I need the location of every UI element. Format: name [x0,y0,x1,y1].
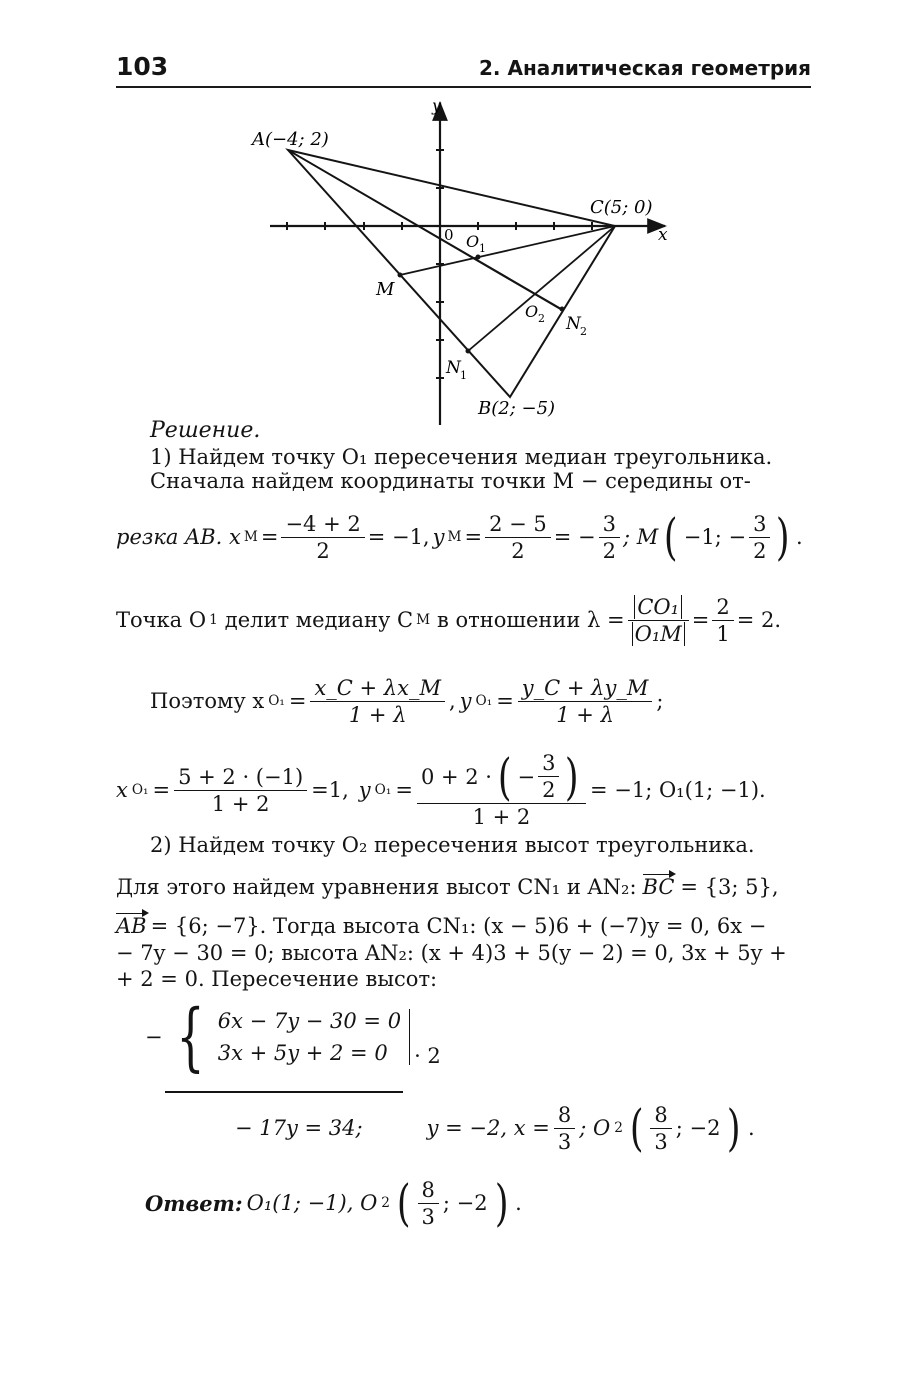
fraction-calc-inner [538,751,559,802]
vector-BC: BC [642,875,675,899]
y-formula-num: y_C + λy_M [518,676,653,702]
fraction-8-3-b [650,1103,671,1154]
system-equations [218,1009,410,1065]
y-axis-label: y [432,96,442,115]
altitude-AN2 [288,150,563,310]
fraction-ratio [628,595,689,646]
point-M-coord: −1; − [683,525,747,549]
paren-open-calc: ( [497,747,512,806]
system-eq1: 6x − 7y − 30 = 0 [217,1009,402,1033]
point-M [398,273,403,278]
fraction-3-2-b [749,512,770,563]
y-formula-den: 1 + λ [556,702,614,727]
system-minus: − [145,1025,163,1049]
triangle-figure [240,95,680,430]
sub-M: M [243,529,258,545]
ratio-sub-1: 1 [209,612,218,628]
label-M: M [376,279,395,300]
formula-sub-o1-y: O₁ [475,693,493,709]
label-N2-sub: 2 [580,325,587,338]
calc-sub-y: O₁ [374,782,392,798]
answer-frac-num: 8 [418,1178,439,1204]
label-N1-sub: 1 [460,369,467,382]
ratio-middle: делит медиану C [224,608,414,632]
paren-open: ( [664,508,678,566]
elim-frac-den: 3 [557,1129,572,1154]
answer-sub: 2 [381,1195,390,1211]
fraction-x-formula [310,676,445,727]
answer-label: Ответ: [145,1190,243,1216]
sub-M-y: M [447,529,462,545]
midpoint-prefix: резка AB. x [116,525,241,549]
answer-paren-open: ( [396,1174,411,1232]
ym-mid: = − [553,525,596,549]
fraction-calc-y: 0 + 2 · ( − $\frac{3}{2}$ ) 1 + 2 [417,751,586,829]
fraction-2-1 [712,595,733,646]
answer-fraction [418,1178,439,1229]
answer-o1: O₁(1; −1), O [246,1191,378,1215]
elim-after: ; −2 [675,1116,721,1140]
step1-line1: 1) Найдем точку O₁ пересечения медиан треугольника. [150,445,773,469]
fraction-ym [485,512,551,563]
label-O1-sub: 1 [479,242,486,255]
equation-system [145,994,441,1080]
paren-close: ) [776,508,791,566]
elim-frac-den-b: 3 [654,1129,668,1154]
inner-num: 3 [538,751,559,777]
point-N2 [560,307,565,312]
formula-line [150,666,663,736]
calc-line [116,740,766,840]
paren-close-calc: ) [565,747,580,806]
x-formula-num: x_C + λx_M [310,676,445,702]
altitude-CN1 [468,226,615,351]
x-formula-den: 1 + λ [348,702,407,727]
ym-numerator: 2 − 5 [485,512,551,538]
elim-paren-open: ( [629,1099,644,1157]
xm-denominator: 2 [316,538,330,563]
ratio-prefix: Точка O [116,608,207,632]
elimination-line [235,1095,755,1161]
point-M-label: ; M [622,525,659,549]
eq-sign-y: = [464,525,483,549]
label-O1: O [466,232,480,251]
ratio-line [116,585,781,655]
label-C: C(5; 0) [590,197,653,218]
midpoint-line: резка AB. x M = $\frac{-4 + 2}{2}$ = −1, y M = $\frac{2 - 5}{2}$ = − $\frac{3}{2}$ ; M ( −1; − $\frac{3}{2}$ ) . [116,508,803,566]
calc-sub-x: O₁ [131,782,149,798]
ratio-sub-M: M [416,612,431,628]
formula-eq-y: = [496,689,514,713]
elim-paren-close: ) [727,1099,742,1157]
step2-line3-row [116,914,766,938]
vector-AB-value: = {6; −7}. Тогда высота CN₁: (x − 5)6 + (−7)y = 0, 6x − [150,914,767,938]
step2-line5: + 2 = 0. Пересечение высот: [116,967,438,991]
vector-AB: AB [116,914,147,938]
formula-sub-o1: O₁ [268,693,285,709]
elim-sub: 2 [614,1120,623,1136]
fraction-8-3 [554,1103,575,1154]
elimination-right: y = −2, x = [426,1116,550,1140]
vector-BC-value: = {3; 5}, [680,875,779,899]
step2-line2: Для этого найдем уравнения высот CN₁ и AN₂: [116,875,637,899]
point-O1 [476,255,481,260]
elim-frac-num: 8 [554,1103,575,1129]
answer-line [145,1170,522,1236]
calc-y-result: = −1; O₁(1; −1). [589,778,766,802]
page-number: 103 [116,52,169,81]
elim-end: . [748,1116,755,1140]
calc-x-num: 5 + 2 · (−1) [174,765,307,791]
ym-denominator: 2 [511,538,525,563]
calc-x-result: =1, [311,778,349,802]
fraction-xm [281,512,364,563]
answer-after: ; −2 [442,1191,488,1215]
step2-line4: − 7y − 30 = 0; высота AN₂: (x + 4)3 + 5(y − 2) = 0, 3x + 5y + [116,941,787,965]
label-N1: N [446,358,461,378]
label-A: A(−4; 2) [252,129,329,150]
calc-y: y [358,778,371,802]
point-N1 [466,349,471,354]
elimination-rule [165,1091,403,1093]
page-header [116,50,811,88]
step1-line2: Сначала найдем координаты точки M − середины от- [150,469,751,493]
frac-num: 3 [599,512,620,538]
calc-y-num-prefix: 0 + 2 · [420,764,492,789]
elim-point: ; O [579,1116,611,1140]
label-O2-sub: 2 [538,312,545,325]
system-eq2: 3x + 5y + 2 = 0 [217,1041,388,1065]
fraction-3-2 [599,512,620,563]
label-N2: N [566,314,581,334]
label-B: B(2; −5) [478,398,556,419]
ym-var: y [432,525,445,549]
frac-2: 2 [712,595,733,621]
ratio-numerator: CO₁ [634,595,682,619]
fraction-calc-x [174,765,307,816]
ratio-middle2: в отношении λ = [437,608,625,632]
formula-comma: , [448,689,456,713]
step2-line2-row [116,875,779,899]
xm-numerator: −4 + 2 [281,512,364,538]
calc-y-den: 1 + 2 [472,805,531,829]
frac-num-b: 3 [749,512,770,538]
origin-label: 0 [444,226,454,244]
elimination-left: − 17y = 34; [235,1116,363,1140]
label-O2: O [525,302,539,321]
ratio-denominator: O₁M [632,622,685,646]
elim-frac-num-b: 8 [650,1103,671,1129]
frac-den: 2 [602,538,616,563]
calc-eq-y: = [395,778,413,802]
formula-semicolon: ; [656,689,664,713]
calc-eq-x: = [152,778,171,802]
step2-line1: 2) Найдем точку O₂ пересечения высот треугольника. [150,833,755,857]
answer-end: . [515,1191,522,1215]
answer-frac-den: 3 [421,1204,435,1229]
ratio-eq: = [691,608,710,632]
answer-paren-close: ) [494,1174,509,1232]
calc-x: x [116,778,128,802]
system-multiplier: · 2 [414,1044,441,1068]
formula-eq: = [288,689,307,713]
frac-1: 1 [716,621,730,646]
eq-sign: = [260,525,279,549]
inner-den: 2 [542,778,556,802]
frac-den-b: 2 [753,538,767,563]
system-brace: { [176,994,205,1080]
x-axis-label: x [658,225,668,245]
formula-y: y [459,689,472,713]
xm-result: = −1, [367,525,430,549]
solution-heading: Решение. [150,418,261,443]
chapter-title: 2. Аналитическая геометрия [479,56,811,80]
ratio-result: = 2. [736,608,782,632]
calc-x-den: 1 + 2 [211,791,270,816]
formula-prefix: Поэтому x [150,689,265,713]
fraction-y-formula [518,676,653,727]
